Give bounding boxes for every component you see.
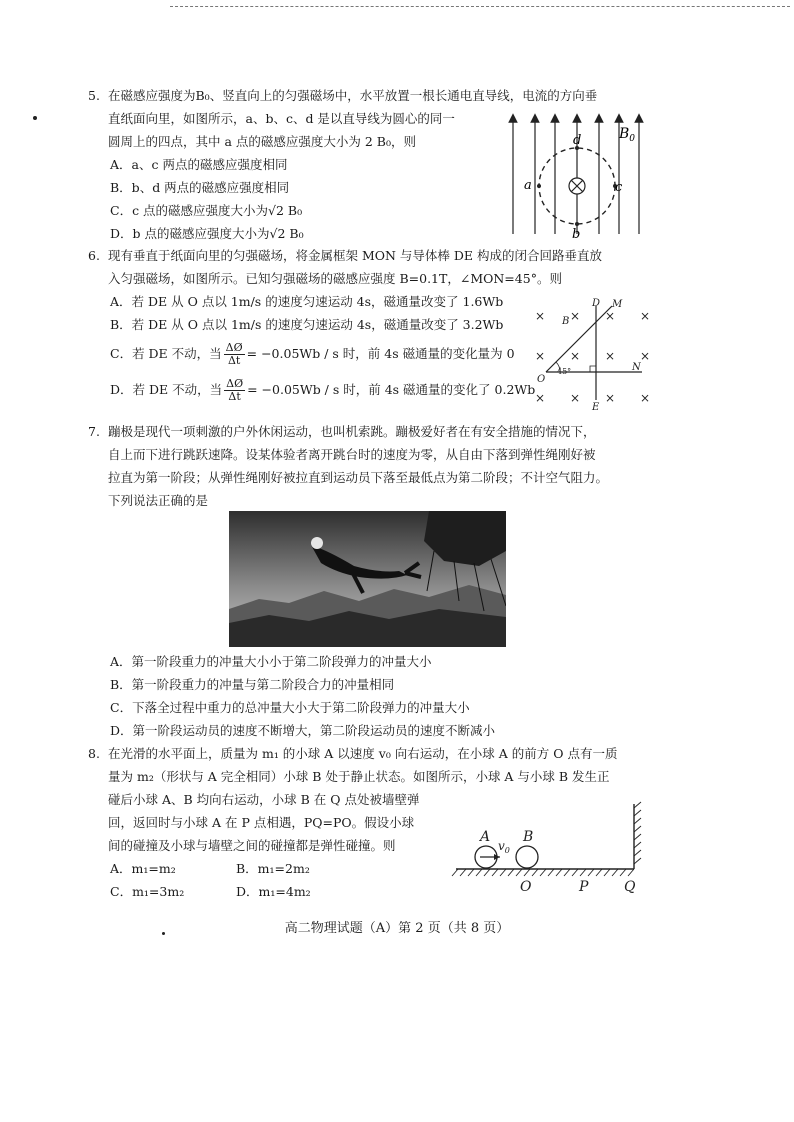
label-p: P	[579, 879, 589, 895]
option-d[interactable]: D．m₁=4m₂	[236, 884, 311, 899]
field-cross: ×	[570, 349, 581, 363]
label-b0: $B_0$	[619, 126, 636, 144]
question-text: 自上而下进行跳跃速降。设某体验者离开跳台时的速度为零，从自由下落到弹性绳刚好被	[108, 447, 596, 462]
question-text: 蹦极是现代一项刺激的户外休闲运动，也叫机索跳。蹦极爱好者在有安全措施的情况下，	[108, 424, 596, 439]
mon-frame-diagram	[530, 296, 655, 412]
question-text: 在磁感应强度为B₀、竖直向上的匀强磁场中，水平放置一根长通电直导线，电流的方向垂	[108, 88, 598, 103]
option-b[interactable]: B．m₁=2m₂	[236, 861, 310, 876]
option-b[interactable]: B．第一阶段重力的冲量与第二阶段合力的冲量相同	[110, 677, 395, 692]
field-cross: ×	[640, 349, 651, 363]
option-c[interactable]: C．m₁=3m₂	[110, 884, 185, 899]
label-a: a	[524, 178, 532, 193]
question-text: 拉直为第一阶段；从弹性绳刚好被拉直到运动员下落至最低点为第二阶段；不计空气阻力。	[108, 470, 609, 485]
label-c: c	[615, 180, 623, 195]
question-number: 5.	[88, 88, 100, 103]
label-e: E	[592, 402, 600, 412]
angle-label: 45°	[557, 367, 572, 376]
point-b	[575, 222, 579, 226]
question-text: 现有垂直于纸面向里的匀强磁场，将金属框架 MON 与导体棒 DE 构成的闭合回路垂直放	[108, 248, 603, 263]
field-cross: ×	[640, 391, 651, 405]
label-a: A	[480, 829, 491, 845]
question-text: 回，返回时与小球 A 在 P 点相遇，PQ=PO。假设小球	[108, 815, 415, 830]
page-footer: 高二物理试题（A）第 2 页（共 8 页）	[284, 921, 510, 936]
top-rule	[170, 6, 790, 8]
option-b[interactable]: B．若 DE 从 O 点以 1m/s 的速度匀速运动 4s，磁通量改变了 3.2Wb	[110, 317, 504, 332]
question-number: 8.	[88, 746, 100, 761]
label-b: b	[572, 227, 581, 240]
option-c[interactable]: C．下落全过程中重力的总冲量大小大于第二阶段弹力的冲量大小	[110, 700, 470, 715]
question-text: 碰后小球 A、B 均向右运动，小球 B 在 Q 点处被墙壁弹	[108, 792, 420, 807]
magnetic-field-diagram	[505, 112, 645, 240]
label-n: N	[632, 362, 641, 373]
collision-diagram	[448, 800, 648, 895]
fraction: $\frac{\Delta Ø}{\Delta t}$	[225, 341, 243, 367]
question-text: 在光滑的水平面上，质量为 m₁ 的小球 A 以速度 v₀ 向右运动，在小球 A 的前方 O 点有一质	[108, 746, 618, 761]
field-cross: ×	[605, 349, 616, 363]
field-cross: ×	[570, 391, 581, 405]
label-o: O	[537, 374, 546, 385]
field-cross: ×	[535, 391, 546, 405]
question-text: 间的碰撞及小球与墙壁之间的碰撞都是弹性碰撞。则	[108, 838, 396, 853]
question-number: 6.	[88, 248, 100, 263]
label-v0: $v_0$	[498, 839, 510, 855]
field-cross: ×	[640, 309, 651, 323]
option-d[interactable]: D．b 点的磁感应强度大小为√2 B₀	[110, 226, 304, 241]
field-cross: ×	[605, 391, 616, 405]
option-c[interactable]: C．c 点的磁感应强度大小为√2 B₀	[110, 203, 303, 218]
point-a	[537, 184, 541, 188]
question-text: 下列说法正确的是	[108, 493, 209, 508]
question-text: 量为 m₂（形状与 A 完全相同）小球 B 处于静止状态。如图所示，小球 A 与小球 B 发生正	[108, 769, 610, 784]
label-b: B	[562, 316, 570, 327]
question-7	[88, 420, 608, 512]
field-cross: ×	[535, 349, 546, 363]
label-b: B	[523, 829, 534, 845]
question-text: 直纸面向里，如图所示，a、b、c、d 是以直导线为圆心的同一	[108, 111, 455, 126]
field-cross: ×	[605, 309, 616, 323]
field-cross: ×	[535, 309, 546, 323]
ball-b	[516, 846, 538, 868]
bungee-jump-photo	[229, 511, 506, 647]
option-a[interactable]: A．若 DE 从 O 点以 1m/s 的速度匀速运动 4s，磁通量改变了 1.6Wb	[110, 294, 504, 309]
option-d[interactable]: D．第一阶段运动员的速度不断增大，第二阶段运动员的速度不断减小	[110, 723, 496, 738]
field-cross: ×	[570, 309, 581, 323]
label-d: D	[592, 298, 601, 309]
fraction: $\frac{\Delta Ø}{\Delta t}$	[226, 377, 244, 403]
question-7-options	[88, 650, 495, 742]
label-d: d	[573, 133, 582, 148]
option-c[interactable]: C．若 DE 不动，当 $\frac{\Delta Ø}{\Delta t}$ = −0.05Wb / s 时，前 4s 磁通量的变化量为 0	[110, 341, 515, 367]
question-number: 7.	[88, 424, 100, 439]
option-a[interactable]: A．a、c 两点的磁感应强度相同	[110, 157, 288, 172]
question-6	[88, 244, 602, 408]
scan-speck	[33, 116, 37, 120]
option-a[interactable]: A．第一阶段重力的冲量大小小于第二阶段弹力的冲量大小	[110, 654, 432, 669]
option-b[interactable]: B．b、d 两点的磁感应强度相同	[110, 180, 290, 195]
label-o: O	[520, 879, 532, 895]
question-text: 入匀强磁场，如图所示。已知匀强磁场的磁感应强度 B=0.1T，∠MON=45°。则	[108, 271, 562, 286]
option-a[interactable]: A．m₁=m₂	[110, 861, 176, 876]
question-text: 圆周上的四点，其中 a 点的磁感应强度大小为 2 B₀，则	[108, 134, 416, 149]
option-d[interactable]: D．若 DE 不动，当 $\frac{\Delta Ø}{\Delta t}$ = −0.05Wb / s 时，前 4s 磁通量的变化了 0.2Wb	[110, 377, 536, 403]
label-m: M	[612, 299, 623, 310]
label-q: Q	[624, 879, 636, 895]
